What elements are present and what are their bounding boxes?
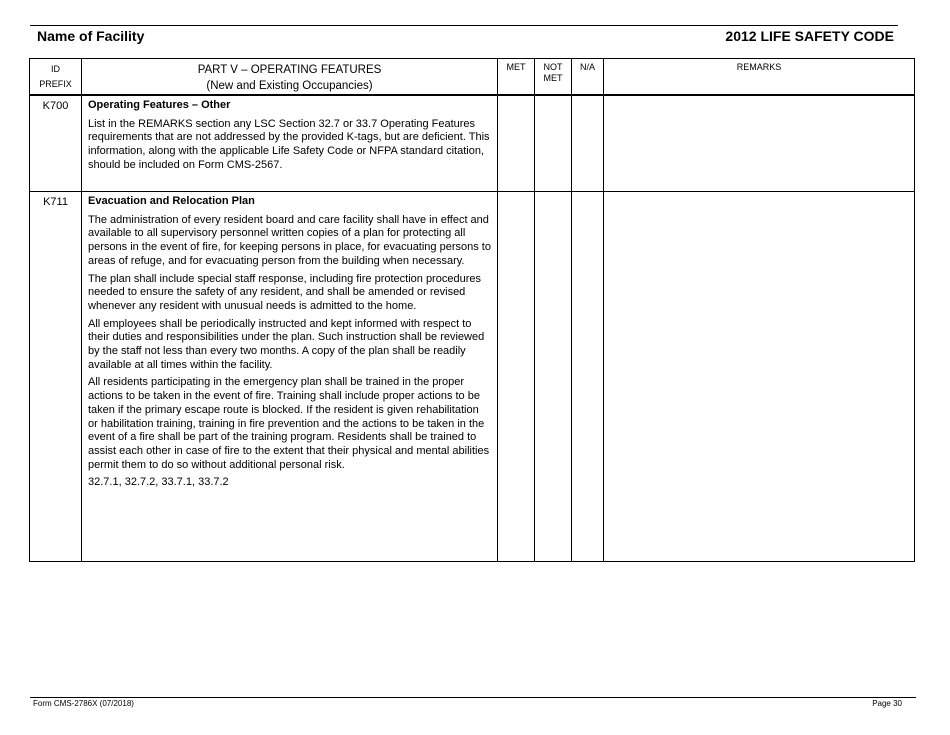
na-cell[interactable] [572,192,604,562]
met-cell[interactable] [498,192,535,562]
id-prefix-header [30,59,82,96]
not-met-header [535,59,572,96]
not-met-cell[interactable] [535,95,572,192]
part-subtitle: (New and Existing Occupancies) [206,80,373,92]
remarks-header: REMARKS [604,59,915,96]
id-header-line1: ID [51,64,60,74]
requirement-paragraph: All employees shall be periodically instructed and kept informed with respect to their duties and responsibilities under the plan. Such instruction shall be reviewed by the staff not less than every two months. A copy of the plan shall be readily available at all times within the facility. [88,317,485,371]
id-prefix: K711 [30,192,82,562]
requirement-paragraph: The administration of every resident board and care facility shall have in effect and available to all supervisory personnel written copies of a plan for protecting all persons in the event of fire, for keeping persons in place, for evacuating persons to areas of refuge, and for evacuating person from the building when necessary. [88,213,491,267]
page-number: Page 30 [872,699,902,708]
not-met-header-line1: NOT [543,62,563,72]
id-header-line2: PREFIX [39,79,72,89]
facility-name-label: Name of Facility [37,28,145,44]
operating-features-table [29,58,915,562]
not-met-header-line2: MET [543,73,563,83]
footer-rule [30,697,916,698]
remarks-cell[interactable] [604,95,915,192]
top-rule [30,25,898,26]
id-prefix: K700 [30,95,82,192]
requirement-description [82,192,498,562]
requirement-title: Operating Features – Other [88,99,231,111]
not-met-cell[interactable] [535,192,572,562]
requirement-title: Evacuation and Relocation Plan [88,195,255,207]
requirement-paragraph: All residents participating in the emergency plan shall be trained in the proper actions to be taken in the event of fire. Training shall include proper actions to be taken if the primary escape route is blocked. If the resident is given rehabilitation or habilitation training, training in fire prevention and the actions to be taken in the event of a fire shall be part of the training program. Residents shall be trained to assist each other in case of fire to the extent that their physical and mental abilities permit them to do so without additional personal risk. [88,376,490,471]
met-header: MET [498,59,535,96]
part-header [82,59,498,96]
table-header-row [30,59,915,96]
form-number: Form CMS-2786X (07/2018) [33,699,134,708]
code-citation: 32.7.1, 32.7.2, 33.7.1, 33.7.2 [88,476,229,489]
met-cell[interactable] [498,95,535,192]
code-title: 2012 LIFE SAFETY CODE [725,28,894,44]
na-cell[interactable] [572,95,604,192]
requirement-paragraph: The plan shall include special staff response, including fire protection procedures needed to ensure the safety of any resident, and shall be amended or revised whenever any resident with unusual needs is admitted to the home. [88,272,481,312]
part-title: PART V – OPERATING FEATURES [197,64,382,76]
na-header: N/A [572,59,604,96]
table-row-k700 [30,95,915,192]
requirement-paragraph: List in the REMARKS section any LSC Section 32.7 or 33.7 Operating Features requirements that are not addressed by the provided K-tags, but are deficient. This information, along with the applicable Life Safety Code or NFPA standard citation, should be included on Form CMS-2567. [88,117,490,171]
table-row-k711 [30,192,915,562]
remarks-cell[interactable] [604,192,915,562]
requirement-description [82,95,498,192]
